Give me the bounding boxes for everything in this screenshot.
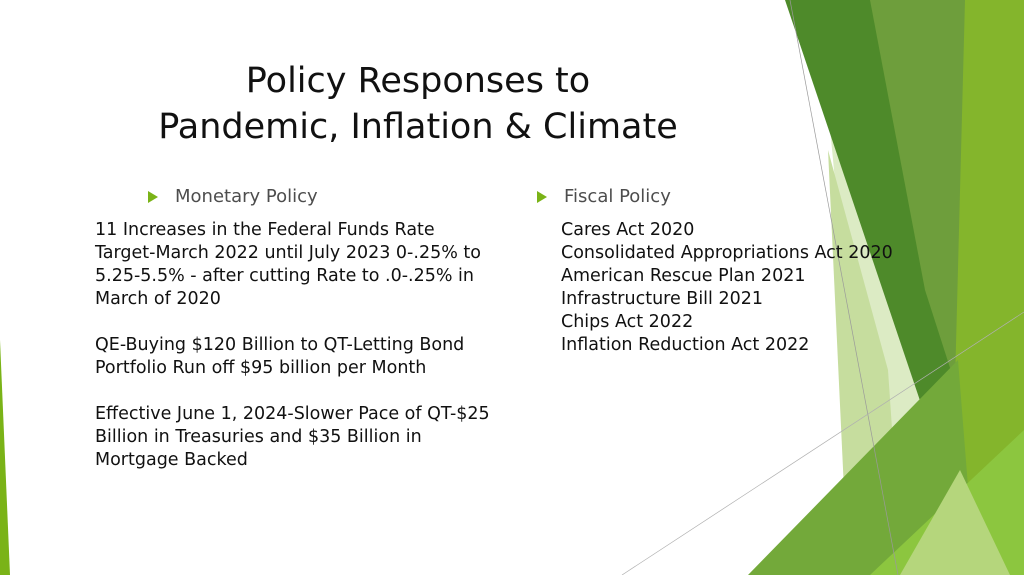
fiscal-policy-label: Fiscal Policy bbox=[564, 186, 671, 207]
text-line: Billion in Treasuries and $35 Billion in bbox=[95, 427, 422, 447]
fiscal-list-item: Cares Act 2020 bbox=[561, 220, 695, 240]
monetary-paragraph-fed-funds bbox=[95, 219, 515, 311]
title-line-1: Policy Responses to bbox=[245, 61, 591, 101]
text-line: Portfolio Run off $95 billion per Month bbox=[95, 358, 427, 378]
triangle-right-icon bbox=[148, 191, 158, 203]
text-line: 11 Increases in the Federal Funds Rate bbox=[95, 220, 435, 240]
monetary-policy-heading bbox=[148, 186, 318, 207]
title-line-2: Pandemic, Inflation & Climate bbox=[158, 107, 678, 147]
fiscal-list-item: Infrastructure Bill 2021 bbox=[561, 289, 764, 309]
fiscal-list-item: American Rescue Plan 2021 bbox=[561, 266, 806, 286]
monetary-paragraph-slower-qt bbox=[95, 403, 515, 472]
text-line: March of 2020 bbox=[95, 289, 221, 309]
text-line: QE-Buying $120 Billion to QT-Letting Bond bbox=[95, 335, 465, 355]
monetary-policy-body bbox=[95, 219, 515, 472]
monetary-paragraph-qe-qt bbox=[95, 334, 515, 380]
text-line: 5.25-5.5% - after cutting Rate to .0-.25% in bbox=[95, 266, 475, 286]
fiscal-list-item: Inflation Reduction Act 2022 bbox=[561, 335, 810, 355]
text-line: Target-March 2022 until July 2023 0-.25% to bbox=[95, 243, 481, 263]
facet-left-edge bbox=[0, 340, 10, 575]
monetary-policy-label: Monetary Policy bbox=[175, 186, 318, 207]
fiscal-list-item: Chips Act 2022 bbox=[561, 312, 694, 332]
text-line: Effective June 1, 2024-Slower Pace of QT-$25 bbox=[95, 404, 490, 424]
fiscal-policy-heading bbox=[537, 186, 671, 207]
triangle-right-icon bbox=[537, 191, 547, 203]
text-line: Mortgage Backed bbox=[95, 450, 248, 470]
slide-title bbox=[100, 58, 736, 150]
fiscal-list-item: Consolidated Appropriations Act 2020 bbox=[561, 243, 893, 263]
fiscal-policy-list bbox=[561, 219, 921, 357]
